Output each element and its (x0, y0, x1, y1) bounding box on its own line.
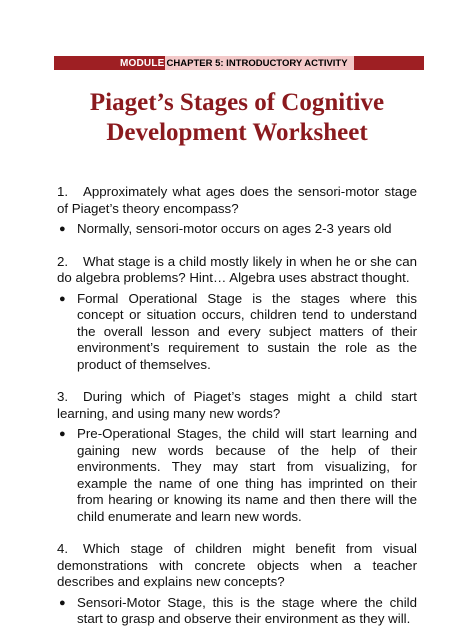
question-3 (57, 389, 417, 422)
page-title (0, 88, 474, 148)
answer-text: Pre-Operational Stages, the child will start learning and gaining new words because of the help of their environments. They may start from visualizing, for example the name of one thing has imprinted on their from hearing or knowing its name and then there will the child enumerate and learn new words. (77, 426, 417, 524)
question-block-3 (57, 389, 417, 525)
bullet-icon: ● (59, 596, 66, 609)
bullet-icon: ● (59, 428, 66, 440)
question-block-1 (57, 184, 417, 238)
title-line-1: Piaget’s Stages of Cognitive (89, 89, 385, 116)
bullet-icon: ● (59, 292, 66, 305)
worksheet-content (57, 184, 417, 644)
question-text: During which of Piaget’s stages might a child start learning, and using many new words? (57, 389, 417, 421)
question-number: 3. (57, 389, 69, 404)
answer-2 (57, 291, 417, 374)
question-text: What stage is a child mostly likely in when he or she can do algebra problems? Hint… Algebra uses abstract thought. (57, 253, 417, 285)
answer-text: Formal Operational Stage is the stages where this concept or situation occurs, children tend to understand the overall lesson and every subject matters of their environment’s requirement to sustain the role as the product of themselves. (77, 290, 417, 372)
question-text: Which stage of children might benefit from visual demonstrations with concrete objects when a teacher describes and explains new concepts? (57, 541, 417, 589)
question-number: 1. (57, 184, 69, 199)
answer-text: Normally, sensori-motor occurs on ages 2-3 years old (77, 221, 392, 236)
question-4 (57, 541, 417, 591)
question-2 (57, 254, 417, 287)
answer-1 (57, 221, 417, 238)
answer-3 (57, 426, 417, 525)
question-number: 4. (57, 541, 69, 556)
answer-text: Sensori-Motor Stage, this is the stage where the child start to grasp and observe their environment as they will. (77, 594, 417, 626)
chapter-label: CHAPTER 5: INTRODUCTORY ACTIVITY (165, 56, 354, 70)
question-block-2 (57, 254, 417, 374)
module-label: MODULE (120, 57, 165, 69)
question-text: Approximately what ages does the sensori-motor stage of Piaget’s theory encompass? (57, 184, 417, 216)
question-number: 2. (57, 253, 69, 269)
title-line-2: Development Worksheet (106, 119, 368, 146)
question-block-4 (57, 541, 417, 628)
question-1 (57, 184, 417, 217)
bullet-icon: ● (59, 223, 66, 235)
answer-4 (57, 595, 417, 628)
module-banner (54, 56, 424, 70)
